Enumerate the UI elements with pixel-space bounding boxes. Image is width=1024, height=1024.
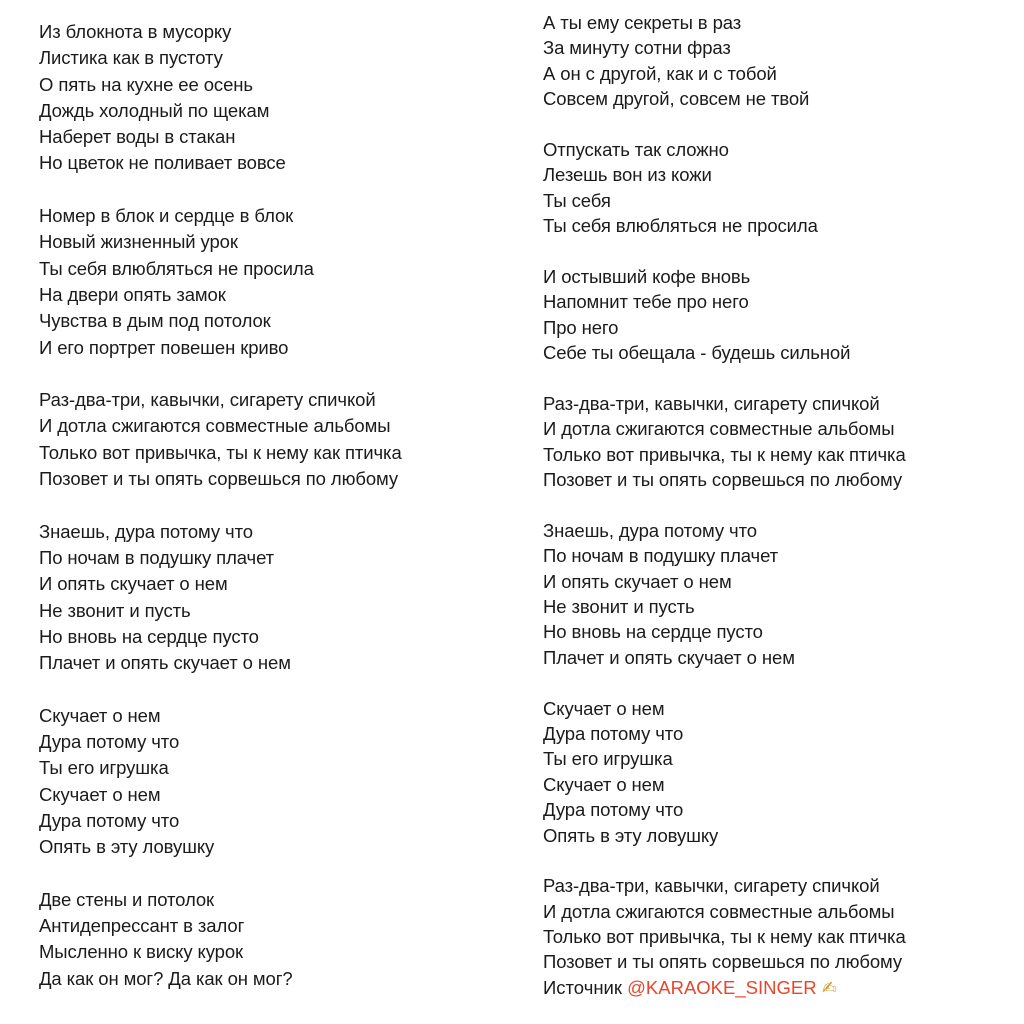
lyric-line: И опять скучает о нем	[543, 570, 732, 592]
lyric-line: Дура потому что	[39, 731, 180, 753]
lyric-line: Чувства в дым под потолок	[39, 310, 271, 332]
stanza	[543, 264, 1013, 366]
lyric-line: Плачет и опять скучает о нем	[543, 646, 795, 668]
lyric-line: Листика как в пустоту	[39, 47, 223, 69]
stanza	[543, 391, 1013, 493]
lyric-line: Не звонит и пусть	[39, 599, 191, 621]
lyric-line: Знаешь, дура потому что	[543, 519, 757, 541]
lyric-line: За минуту сотни фраз	[543, 37, 731, 59]
lyric-line: Наберет воды в стакан	[39, 126, 236, 148]
lyric-line: Лезешь вон из кожи	[543, 164, 712, 186]
lyric-line: Только вот привычка, ты к нему как птичка	[543, 926, 906, 948]
lyric-line: По ночам в подушку плачет	[39, 546, 275, 568]
lyric-line: А ты ему секреты в раз	[543, 12, 742, 33]
stanza	[39, 19, 509, 177]
lyric-line: Дура потому что	[39, 809, 180, 831]
lyric-line: Ты себя влюбляться не просила	[39, 257, 314, 279]
lyric-line: Но цветок не поливает вовсе	[39, 152, 286, 174]
lyric-line: Опять в эту ловушку	[543, 824, 719, 846]
stanza	[543, 873, 1013, 975]
lyric-line: Знаешь, дура потому что	[39, 520, 253, 542]
lyric-line: Отпускать так сложно	[543, 138, 729, 160]
writing-hand-icon: ✍	[821, 977, 837, 998]
lyric-line: На двери опять замок	[39, 283, 226, 305]
lyric-line: И его портрет повешен криво	[39, 336, 289, 358]
stanza	[39, 519, 509, 677]
lyric-line: Скучает о нем	[39, 704, 161, 726]
lyric-line: Не звонит и пусть	[543, 595, 695, 617]
lyric-line: Только вот привычка, ты к нему как птичка	[543, 443, 906, 465]
lyric-line: Ты себя	[543, 189, 611, 211]
stanza	[39, 387, 509, 492]
lyric-line: Про него	[543, 316, 619, 338]
lyric-line: Опять в эту ловушку	[39, 836, 215, 858]
lyric-line: И дотла сжигаются совместные альбомы	[39, 415, 391, 437]
stanza	[39, 203, 509, 361]
lyric-line: Но вновь на сердце пусто	[543, 621, 763, 643]
lyric-line: Номер в блок и сердце в блок	[39, 205, 294, 227]
lyrics-left-column	[39, 19, 509, 992]
lyric-line: Дождь холодный по щекам	[39, 99, 270, 121]
lyric-line: Дура потому что	[543, 722, 684, 744]
lyric-line: Дура потому что	[543, 799, 684, 821]
source-handle[interactable]: @KARAOKE_SINGER	[627, 976, 817, 998]
lyric-line: Новый жизненный урок	[39, 231, 238, 253]
lyric-line: Раз-два-три, кавычки, сигарету спичкой	[543, 875, 880, 897]
lyric-line: Из блокнота в мусорку	[39, 21, 232, 42]
stanza	[39, 703, 509, 861]
lyric-line: Но вновь на сердце пусто	[39, 625, 259, 647]
lyric-line: А он с другой, как и с тобой	[543, 62, 777, 84]
stanza	[543, 137, 1013, 239]
lyric-line: О пять на кухне ее осень	[39, 73, 253, 95]
lyric-line: И опять скучает о нем	[39, 573, 228, 595]
lyric-line: Раз-два-три, кавычки, сигарету спичкой	[543, 392, 880, 414]
stanza	[543, 10, 1013, 112]
lyric-line: Да как он мог? Да как он мог?	[39, 967, 293, 989]
lyric-line: И дотла сжигаются совместные альбомы	[543, 900, 895, 922]
lyric-line: И дотла сжигаются совместные альбомы	[543, 418, 895, 440]
lyric-line: Мысленно к виску курок	[39, 941, 244, 963]
lyric-line: Себе ты обещала - будешь сильной	[543, 342, 851, 364]
lyric-line: Совсем другой, совсем не твой	[543, 88, 810, 110]
lyric-line: Позовет и ты опять сорвешься по любому	[543, 951, 903, 973]
lyric-line: Позовет и ты опять сорвешься по любому	[543, 469, 903, 491]
lyric-line: Позовет и ты опять сорвешься по любому	[39, 468, 399, 490]
lyric-line: И остывший кофе вновь	[543, 265, 751, 287]
lyric-line: По ночам в подушку плачет	[543, 545, 779, 567]
right-stanzas	[543, 10, 1013, 975]
lyric-line: Ты его игрушка	[543, 748, 673, 770]
lyric-line: Две стены и потолок	[39, 888, 215, 910]
source-label: Источник	[543, 976, 622, 998]
lyric-line: Антидепрессант в залог	[39, 915, 245, 937]
lyric-line: Ты его игрушка	[39, 757, 169, 779]
lyric-line: Скучает о нем	[543, 697, 665, 719]
source-line	[543, 975, 1013, 1000]
lyric-line: Только вот привычка, ты к нему как птичка	[39, 441, 402, 463]
stanza	[39, 887, 509, 992]
lyric-line: Раз-два-три, кавычки, сигарету спичкой	[39, 389, 376, 411]
lyric-line: Ты себя влюбляться не просила	[543, 215, 818, 237]
lyric-line: Скучает о нем	[543, 773, 665, 795]
stanza	[543, 518, 1013, 670]
stanza	[543, 696, 1013, 848]
lyric-line: Плачет и опять скучает о нем	[39, 652, 291, 674]
lyrics-right-column	[543, 10, 1013, 1000]
lyric-line: Скучает о нем	[39, 783, 161, 805]
lyric-line: Напомнит тебе про него	[543, 291, 749, 313]
